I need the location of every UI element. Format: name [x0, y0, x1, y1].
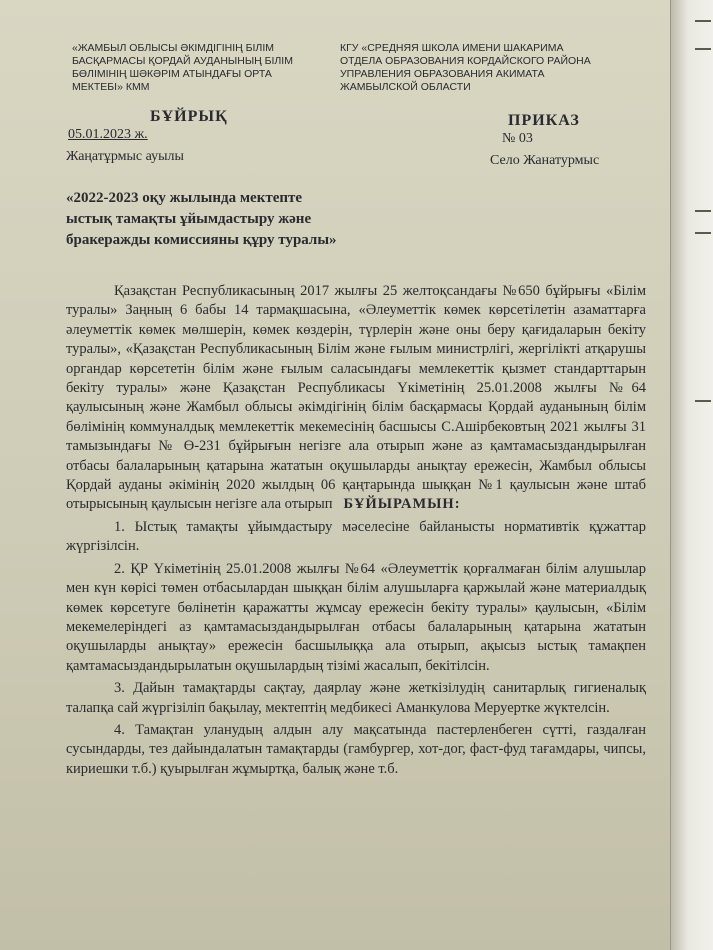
edge-mark [695, 210, 711, 212]
header-line: БАСҚАРМАСЫ ҚОРДАЙ АУДАНЫНЫҢ БІЛІМ [72, 55, 293, 67]
header-line: МЕКТЕБІ» КММ [72, 81, 150, 93]
header-ru [340, 42, 630, 94]
header-line: «ЖАМБЫЛ ОБЛЫСЫ ӘКІМДІГІНІҢ БІЛІМ [72, 42, 274, 54]
order-number: № 03 [502, 131, 533, 146]
header-line: ЖАМБЫЛСКОЙ ОБЛАСТИ [340, 81, 471, 93]
order-item: 2. ҚР Үкіметінің 25.01.2008 жылғы №64 «Әлеуметтік қорғалмаған білім алушылар мен күн көрісі төмен отбасылардан шыққан білім алушыларға қаржылай және материалдық көмек көрсетуге бөлінетін қаражатты жұмсау ережесін бекіту туралы» қаулысын, «Білім мекемелеріндегі аз қамтамасыздандырылған отбасы балаларының қатарына жататын оқушыларды анықтау» ережесін басшылыққа ала отырып, ақысыз ыстық тамақпен қамтамасыздандырылатын оқушылардың тізімі жасалып, бекітілсін. [66, 560, 646, 674]
header-kz [72, 42, 312, 94]
order-date: 05.01.2023 ж. [68, 127, 148, 142]
edge-mark [695, 20, 711, 22]
order-item: 1. Ыстық тамақты ұйымдастыру мәселесіне байланысты нормативтік құжаттар жүргізілсін. [66, 518, 646, 555]
preamble-paragraph [66, 282, 646, 515]
title-line: ыстық тамақты ұйымдастыру және [66, 211, 312, 227]
edge-mark [695, 400, 711, 402]
title-line: «2022-2023 оқу жылында мектепте [66, 190, 303, 206]
preamble-text: Қазақстан Республикасының 2017 жылғы 25 желтоқсандағы №650 бұйрығы «Білім туралы» Заңның 6 бабы 14 тармақшасына, «Әлеуметтік көмек көрсетілетін азаматтарға әлеуметтік көмек мөлшерін, көмек көздерін, түрлерін және оны беру қағидаларын бекіту туралы», «Қазақстан Республикасының Білім және ғылым министрлігі, жергілікті атқарушы органдар көрсететін білім және ғылым саласындағы мемлекеттік қызмет стандарттарын бекіту туралы» және Қазақстан Республикасы Үкіметінің 25.01.2008 жылғы №64 қаулысының және Жамбыл облысы әкімдігінің білім басқармасы Қордай ауданының білім бөлімінің коммуналдық мемлекеттік мекемесінің басшысы С.Ашірбековтың 2021 жылғы 31 тамызындағы № Ө-231 бұйрығын негізге ала отырып және аз қамтамасыздандырылған отбасы балаларының қатарына жататын оқушыларды анықтау ережесін, Жамбыл облысы Қордай ауданы әкімінің 2020 жылдың 06 қаңтарында шыққан №1 қаулысын және штаб отырысының қаулысын негізге ала отырып [66, 283, 646, 513]
place-kz: Жаңатұрмыс ауылы [66, 149, 184, 164]
order-body [66, 282, 646, 782]
header-line: БӨЛІМІНІҢ ШӘКӘРІМ АТЫНДАҒЫ ОРТА [72, 68, 272, 80]
edge-mark [695, 232, 711, 234]
edge-mark [695, 48, 711, 50]
order-keyword: БҰЙЫРАМЫН: [343, 496, 461, 513]
header-line: УПРАВЛЕНИЯ ОБРАЗОВАНИЯ АКИМАТА [340, 68, 545, 80]
header-line: ОТДЕЛА ОБРАЗОВАНИЯ КОРДАЙСКОГО РАЙОНА [340, 55, 591, 67]
title-line: бракеражды комиссияны құру туралы» [66, 232, 337, 248]
order-label-kz: БҰЙРЫҚ [150, 108, 228, 125]
order-item: 4. Тамақтан уланудың алдын алу мақсатында пастерленбеген сүтті, газдалған сусындарды, тез дайындалатын тамақтарды (гамбургер, хот-дог, фаст-фуд тағамдары, чипсы, кириешки т.б.) қуырылған жұмыртқа, балық және т.б. [66, 721, 646, 777]
place-ru: Село Жанатурмыс [490, 153, 600, 168]
order-item: 3. Дайын тамақтарды сақтау, даярлау және жеткізілудің санитарлық гигиеналық талапқа сай жүргізіліп бақылау, мектептің медбикесі Аманкулова Меруертке жүктелсін. [66, 680, 646, 716]
order-label-ru: ПРИКАЗ [508, 112, 580, 129]
header-line: КГУ «СРЕДНЯЯ ШКОЛА ИМЕНИ ШАКАРИМА [340, 42, 564, 54]
order-title [66, 188, 486, 251]
